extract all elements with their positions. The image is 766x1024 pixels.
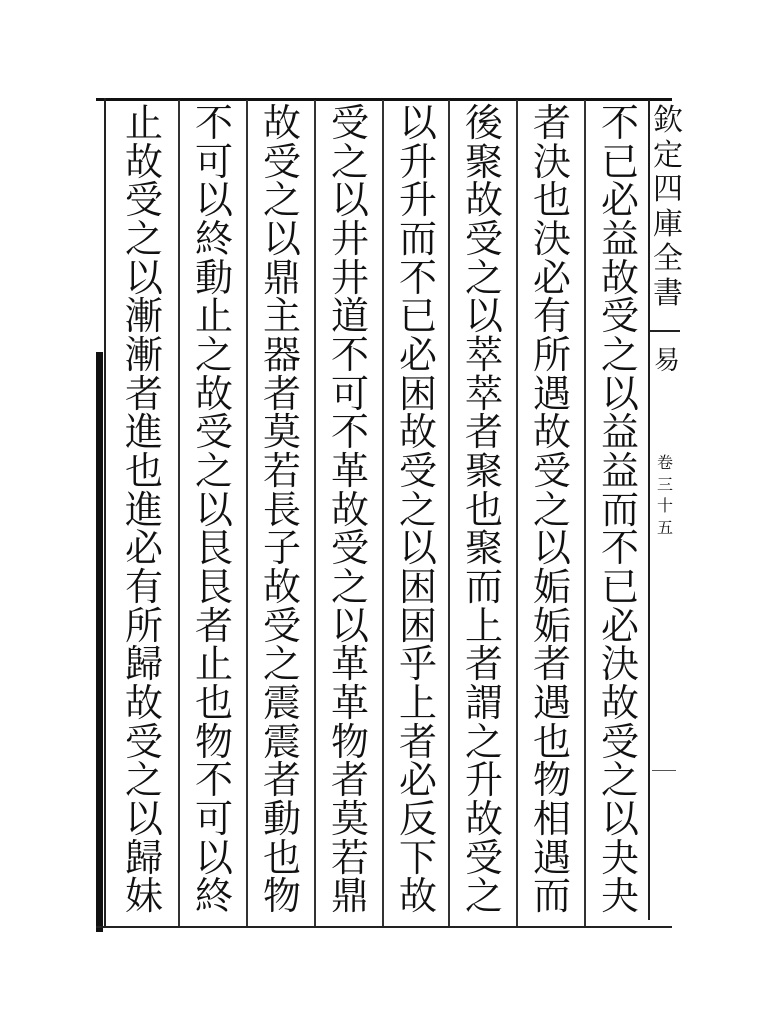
character: 故 bbox=[262, 101, 301, 145]
text-column-3 bbox=[454, 101, 514, 919]
book-title bbox=[650, 104, 686, 311]
character: 者 bbox=[464, 642, 503, 687]
character: 不 bbox=[194, 758, 233, 803]
character: 以 bbox=[194, 835, 233, 880]
character: 已 bbox=[600, 565, 639, 610]
character: 故 bbox=[398, 410, 437, 455]
character: 者 bbox=[464, 410, 503, 455]
character: 聚 bbox=[464, 526, 503, 571]
character: 止 bbox=[194, 294, 233, 339]
character: 受 bbox=[262, 603, 301, 648]
character: 也 bbox=[124, 449, 163, 494]
character: 若 bbox=[262, 449, 301, 494]
character: 升 bbox=[398, 139, 437, 184]
character: 震 bbox=[262, 681, 301, 726]
character: 也 bbox=[262, 835, 301, 880]
character: 可 bbox=[194, 797, 233, 842]
character: 革 bbox=[330, 681, 369, 726]
character: 漸 bbox=[124, 333, 163, 378]
character: 故 bbox=[330, 487, 369, 532]
character: 益 bbox=[600, 217, 639, 262]
character: 以 bbox=[398, 101, 437, 145]
character: 夬 bbox=[600, 874, 639, 919]
character: 莫 bbox=[262, 410, 301, 455]
character: 故 bbox=[464, 797, 503, 842]
bottom-border bbox=[96, 926, 672, 928]
character: 必 bbox=[600, 603, 639, 648]
character: 已 bbox=[398, 294, 437, 339]
character: 者 bbox=[330, 758, 369, 803]
character: 故 bbox=[464, 178, 503, 223]
character: 反 bbox=[398, 797, 437, 842]
character: 之 bbox=[464, 255, 503, 300]
character: 困 bbox=[398, 603, 437, 648]
character: 革 bbox=[330, 642, 369, 687]
character: 十 bbox=[656, 496, 673, 516]
character: 之 bbox=[330, 565, 369, 610]
column-divider bbox=[246, 100, 248, 926]
character: 之 bbox=[194, 333, 233, 378]
text-column-6 bbox=[252, 101, 312, 919]
character: 受 bbox=[262, 139, 301, 184]
section-mark: 易 bbox=[653, 346, 680, 376]
character: 有 bbox=[532, 294, 571, 339]
character: 欽 bbox=[653, 103, 683, 138]
character: 受 bbox=[600, 719, 639, 764]
character: 姤 bbox=[532, 565, 571, 610]
character: 定 bbox=[653, 137, 683, 173]
character: 受 bbox=[124, 178, 163, 223]
character: 故 bbox=[398, 874, 437, 919]
character: 聚 bbox=[464, 139, 503, 184]
character: 下 bbox=[398, 835, 437, 880]
character: 而 bbox=[600, 487, 639, 532]
character: 井 bbox=[330, 255, 369, 300]
character: 之 bbox=[330, 139, 369, 184]
character: 遇 bbox=[532, 835, 571, 880]
character: 之 bbox=[464, 719, 503, 764]
character: 物 bbox=[194, 719, 233, 764]
character: 鼎 bbox=[262, 255, 301, 300]
character: 動 bbox=[194, 255, 233, 300]
character: 歸 bbox=[124, 835, 163, 880]
character: 所 bbox=[124, 603, 163, 648]
character: 也 bbox=[532, 178, 571, 223]
character: 決 bbox=[600, 642, 639, 687]
text-column-7 bbox=[184, 101, 244, 919]
character: 受 bbox=[194, 410, 233, 455]
character: 之 bbox=[532, 487, 571, 532]
character: 物 bbox=[330, 719, 369, 764]
character: 決 bbox=[532, 217, 571, 262]
character: 五 bbox=[656, 517, 673, 537]
character: 聚 bbox=[464, 449, 503, 494]
character: 必 bbox=[532, 255, 571, 300]
character: 而 bbox=[464, 565, 503, 610]
character: 升 bbox=[464, 758, 503, 803]
character: 益 bbox=[600, 449, 639, 494]
character: 故 bbox=[124, 681, 163, 726]
character: 之 bbox=[124, 217, 163, 262]
character: 不 bbox=[398, 255, 437, 300]
character: 必 bbox=[398, 333, 437, 378]
character: 所 bbox=[532, 333, 571, 378]
character: 書 bbox=[653, 275, 683, 311]
character: 以 bbox=[262, 217, 301, 262]
character: 艮 bbox=[194, 526, 233, 571]
character: 妹 bbox=[124, 874, 163, 919]
character: 後 bbox=[464, 101, 503, 145]
column-divider bbox=[516, 100, 518, 926]
character: 莫 bbox=[330, 797, 369, 842]
character: 艮 bbox=[194, 565, 233, 610]
character: 之 bbox=[262, 642, 301, 687]
character: 者 bbox=[398, 719, 437, 764]
character: 以 bbox=[124, 797, 163, 842]
character: 困 bbox=[398, 371, 437, 416]
character: 漸 bbox=[124, 294, 163, 339]
character: 器 bbox=[262, 333, 301, 378]
character: 子 bbox=[262, 526, 301, 571]
character: 以 bbox=[464, 294, 503, 339]
character: 之 bbox=[262, 178, 301, 223]
character: 可 bbox=[330, 371, 369, 416]
volume-label bbox=[654, 452, 676, 538]
character: 止 bbox=[194, 642, 233, 687]
character: 者 bbox=[532, 101, 571, 145]
character: 也 bbox=[532, 719, 571, 764]
column-divider bbox=[314, 100, 316, 926]
character: 以 bbox=[330, 603, 369, 648]
column-divider bbox=[178, 100, 180, 926]
text-column-8 bbox=[114, 101, 174, 919]
character: 歸 bbox=[124, 642, 163, 687]
character: 主 bbox=[262, 294, 301, 339]
character: 不 bbox=[330, 410, 369, 455]
column-divider bbox=[448, 100, 450, 926]
character: 乎 bbox=[398, 642, 437, 687]
character: 以 bbox=[330, 178, 369, 223]
character: 止 bbox=[124, 101, 163, 145]
character: 受 bbox=[600, 294, 639, 339]
character: 之 bbox=[124, 758, 163, 803]
character: 謂 bbox=[464, 681, 503, 726]
character: 故 bbox=[262, 565, 301, 610]
character: 動 bbox=[262, 797, 301, 842]
character: 而 bbox=[398, 217, 437, 262]
character: 萃 bbox=[464, 333, 503, 378]
character: 相 bbox=[532, 797, 571, 842]
character: 全 bbox=[653, 241, 683, 276]
title-divider bbox=[650, 330, 680, 332]
character: 受 bbox=[330, 526, 369, 571]
character: 以 bbox=[532, 526, 571, 571]
character: 故 bbox=[194, 371, 233, 416]
character: 長 bbox=[262, 487, 301, 532]
column-divider bbox=[382, 100, 384, 926]
character: 道 bbox=[330, 294, 369, 339]
column-divider bbox=[584, 100, 586, 926]
character: 以 bbox=[600, 371, 639, 416]
character: 故 bbox=[600, 681, 639, 726]
character: 震 bbox=[262, 719, 301, 764]
character: 受 bbox=[464, 835, 503, 880]
character: 受 bbox=[398, 449, 437, 494]
character: 故 bbox=[124, 139, 163, 184]
character: 以 bbox=[600, 797, 639, 842]
character: 受 bbox=[532, 449, 571, 494]
character: 庫 bbox=[653, 206, 683, 242]
character: 而 bbox=[532, 874, 571, 919]
character: 井 bbox=[330, 217, 369, 262]
character: 以 bbox=[124, 255, 163, 300]
character: 之 bbox=[600, 758, 639, 803]
character: 決 bbox=[532, 139, 571, 184]
character: 之 bbox=[464, 874, 503, 919]
character: 三 bbox=[656, 474, 673, 494]
character: 不 bbox=[194, 101, 233, 145]
character: 不 bbox=[600, 526, 639, 571]
character: 可 bbox=[194, 139, 233, 184]
character: 物 bbox=[532, 758, 571, 803]
character: 物 bbox=[262, 874, 301, 919]
character: 者 bbox=[532, 642, 571, 687]
character: 必 bbox=[398, 758, 437, 803]
character: 卷 bbox=[656, 453, 673, 472]
character: 者 bbox=[262, 758, 301, 803]
character: 益 bbox=[600, 410, 639, 455]
character: 者 bbox=[124, 371, 163, 416]
character: 以 bbox=[194, 178, 233, 223]
character: 鼎 bbox=[330, 874, 369, 919]
character: 以 bbox=[194, 487, 233, 532]
character: 若 bbox=[330, 835, 369, 880]
character: 者 bbox=[262, 371, 301, 416]
character: 必 bbox=[600, 178, 639, 223]
outer-left-border bbox=[96, 352, 103, 932]
character: 故 bbox=[600, 255, 639, 300]
character: 四 bbox=[653, 172, 683, 207]
character: 不 bbox=[330, 333, 369, 378]
character: 也 bbox=[464, 487, 503, 532]
character: 遇 bbox=[532, 371, 571, 416]
character: 不 bbox=[600, 101, 639, 145]
character: 進 bbox=[124, 487, 163, 532]
character: 之 bbox=[194, 449, 233, 494]
character: 受 bbox=[124, 719, 163, 764]
character: 上 bbox=[464, 603, 503, 648]
text-column-1 bbox=[590, 101, 650, 919]
margin-divider bbox=[652, 770, 676, 771]
character: 萃 bbox=[464, 371, 503, 416]
character: 姤 bbox=[532, 603, 571, 648]
character: 受 bbox=[464, 217, 503, 262]
text-column-5 bbox=[320, 101, 380, 919]
character: 已 bbox=[600, 139, 639, 184]
character: 終 bbox=[194, 874, 233, 919]
character: 上 bbox=[398, 681, 437, 726]
character: 必 bbox=[124, 526, 163, 571]
character: 遇 bbox=[532, 681, 571, 726]
character: 夬 bbox=[600, 835, 639, 880]
character: 有 bbox=[124, 565, 163, 610]
character: 終 bbox=[194, 217, 233, 262]
character: 進 bbox=[124, 410, 163, 455]
character: 困 bbox=[398, 565, 437, 610]
character: 革 bbox=[330, 449, 369, 494]
text-column-4 bbox=[388, 101, 448, 919]
character: 也 bbox=[194, 681, 233, 726]
character: 以 bbox=[398, 526, 437, 571]
character: 受 bbox=[330, 101, 369, 145]
character: 升 bbox=[398, 178, 437, 223]
text-column-2 bbox=[522, 101, 582, 919]
character: 者 bbox=[194, 603, 233, 648]
character: 故 bbox=[532, 410, 571, 455]
inner-left-border bbox=[104, 98, 106, 928]
character: 之 bbox=[600, 333, 639, 378]
character: 之 bbox=[398, 487, 437, 532]
